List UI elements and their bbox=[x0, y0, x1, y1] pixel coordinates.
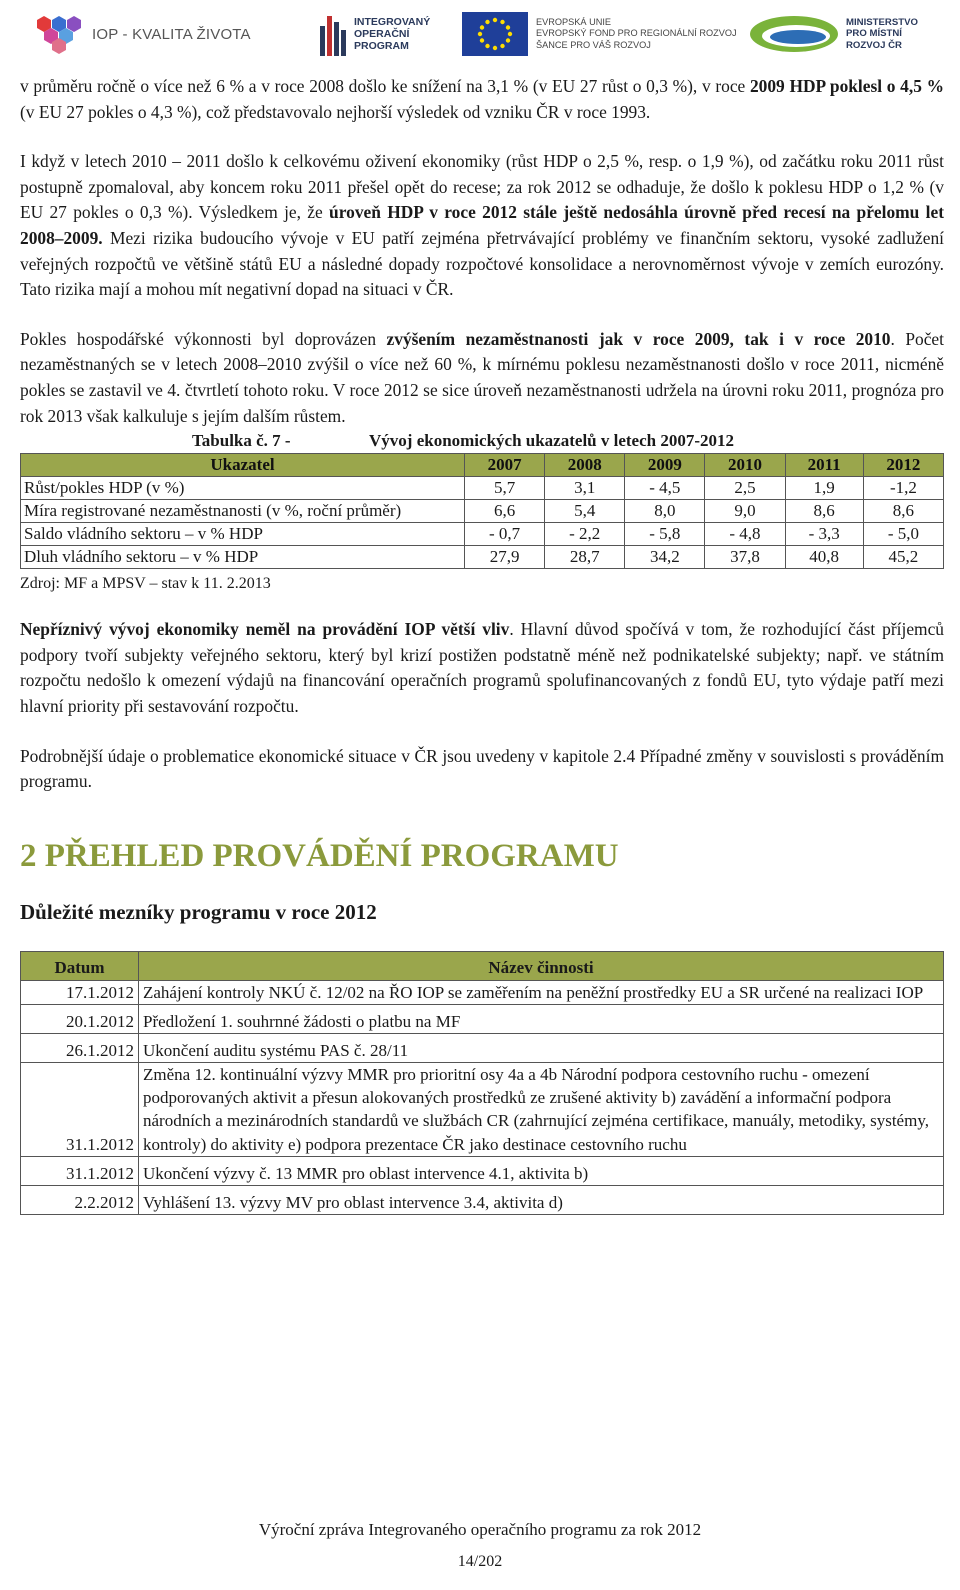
iop-hexagons-icon bbox=[34, 14, 84, 54]
table-row: 2.2.2012 Vyhlášení 13. výzvy MV pro oblast intervence 3.4, aktivita d) bbox=[21, 1185, 944, 1214]
io-bars-icon bbox=[320, 12, 348, 56]
table-row: 20.1.2012 Předložení 1. souhrnné žádosti o platbu na MF bbox=[21, 1004, 944, 1033]
table-row: Saldo vládního sektoru – v % HDP - 0,7 - 2,2 - 5,8 - 4,8 - 3,3 - 5,0 bbox=[21, 523, 944, 546]
table-row: 31.1.2012 Změna 12. kontinuální výzvy MMR pro prioritní osy 4a a 4b Národní podpora cestovního ruchu - omezení podporovaných aktivit a přesun alokovaných prostředků ze zrušené aktivity b) zavádění a informační podpora národních a mezinárodních standardů ve službách CR (zahrnující zejména certifikace, manuály, metodiky, systémy, kontroly) do aktivity e) podpora prezentace ČR jako destinace cestovního ruchu bbox=[21, 1062, 944, 1156]
mmr-swoosh-icon bbox=[748, 12, 840, 56]
table-row: 17.1.2012 Zahájení kontroly NKÚ č. 12/02 na ŘO IOP se zaměřením na peněžní prostředky EU a SR určené na realizaci IOP bbox=[21, 980, 944, 1004]
table-row: Růst/pokles HDP (v %) 5,7 3,1 - 4,5 2,5 1,9 -1,2 bbox=[21, 477, 944, 500]
eu-logo-text: EVROPSKÁ UNIE EVROPSKÝ FOND PRO REGIONÁLNÍ ROZVOJ ŠANCE PRO VÁŠ ROZVOJ bbox=[536, 16, 737, 50]
io-logo bbox=[320, 8, 430, 60]
eu-logo bbox=[462, 8, 737, 60]
subsection-heading: Důležité mezníky programu v roce 2012 bbox=[20, 899, 377, 924]
section-heading: 2 PŘEHLED PROVÁDĚNÍ PROGRAMU bbox=[20, 837, 619, 874]
table-row: Dluh vládního sektoru – v % HDP 27,9 28,7 34,2 37,8 40,8 45,2 bbox=[21, 546, 944, 569]
eu-flag-icon bbox=[462, 12, 528, 56]
paragraph-unemployment: Pokles hospodářské výkonnosti byl doprovázen zvýšením nezaměstnanosti jak v roce 2009, tak i v roce 2010. Počet nezaměstnaných se v letech 2008–2010 zvýšil o více než 60 %, k mírnému poklesu nezaměstnanosti došlo v roce 2011, nicméně pokles se zastavil ve 4. čtvrtletí tohoto roku. V roce 2012 se sice úroveň nezaměstnanosti udržela na úrovni roku 2011, prognóza pro rok 2013 však kalkuluje s jejím dalším růstem. bbox=[20, 328, 944, 426]
page-footer bbox=[0, 1518, 960, 1574]
table-row: Míra registrované nezaměstnanosti (v %, roční průměr) 6,6 5,4 8,0 9,0 8,6 8,6 bbox=[21, 500, 944, 523]
document-body bbox=[20, 74, 944, 1215]
iop-logo-text: IOP - KVALITA ŽIVOTA bbox=[92, 25, 251, 43]
iop-logo bbox=[34, 8, 251, 60]
mmr-logo bbox=[748, 8, 918, 60]
paragraph-reference: Podrobnější údaje o problematice ekonomické situace v ČR jsou uvedeny v kapitole 2.4 Případné změny v souvislosti s prováděním programu. bbox=[20, 745, 944, 792]
table-row: 31.1.2012 Ukončení výzvy č. 13 MMR pro oblast intervence 4.1, aktivita b) bbox=[21, 1156, 944, 1185]
paragraph-iop-impact: Nepříznivý vývoj ekonomiky neměl na provádění IOP větší vliv. Hlavní důvod spočívá v tom, že rozhodující část příjemců podpory tvoří subjekty veřejného sektoru, který byl krizí postižen podstatně méně než podnikatelské subjekty; např. ve státním rozpočtu nedošlo k omezení výdajů na financování operačních programů spolufinancovaných z fondů EU, tyto výdaje patří mezi hlavní priority při sestavování rozpočtu. bbox=[20, 619, 944, 716]
milestones-table bbox=[20, 951, 944, 1215]
paragraph-gdp-growth: v průměru ročně o více než 6 % a v roce 2008 došlo ke snížení na 3,1 % (v EU 27 růst o 0,3 %), v roce 2009 HDP poklesl o 4,5 % (v EU 27 pokles o 4,3 %), což představovalo nejhorší výsledek od vzniku ČR v roce 1993. bbox=[20, 76, 944, 122]
page-header bbox=[34, 8, 934, 60]
table-header-row: Datum Název činnosti bbox=[21, 951, 944, 980]
footer-title: Výroční zpráva Integrovaného operačního programu za rok 2012 bbox=[258, 1520, 702, 1539]
economic-indicators-table bbox=[20, 453, 944, 569]
table-header-row: Ukazatel 2007 2008 2009 2010 2011 2012 bbox=[21, 454, 944, 477]
page-number: 14/202 bbox=[457, 1553, 503, 1570]
table-source: Zdroj: MF a MPSV – stav k 11. 2.2013 bbox=[20, 575, 271, 593]
paragraph-recovery: I když v letech 2010 – 2011 došlo k celkovému oživení ekonomiky (růst HDP o 2,5 %, resp. o 1,9 %), od začátku roku 2011 růst postupně zpomaloval, aby koncem roku 2011 přešel opět do recese; za rok 2012 se odhaduje, že došlo k poklesu HDP o 1,2 % (v EU 27 pokles o 0,3 %). Výsledkem je, že úroveň HDP v roce 2012 stále ještě nedosáhla úrovně před recesí na přelomu let 2008–2009. Mezi rizika budoucího vývoje v EU patří zejména přetrvávající problémy ve finančním sektoru, vysoké zadlužení veřejných rozpočtů ve většině států EU a následné dopady rozpočtové konsolidace a nerovnoměrnost vývoje v zemích eurozóny. Tato rizika mají a mohou mít negativní dopad na situaci v ČR. bbox=[20, 151, 944, 300]
mmr-logo-text: MINISTERSTVO PRO MÍSTNÍ ROZVOJ ČR bbox=[846, 16, 918, 51]
table-row: 26.1.2012 Ukončení auditu systému PAS č. 28/11 bbox=[21, 1033, 944, 1062]
table-caption: Tabulka č. 7 - Vývoj ekonomických ukazatelů v letech 2007-2012 bbox=[192, 431, 735, 451]
io-logo-text: INTEGROVANÝ OPERAČNÍ PROGRAM bbox=[354, 16, 431, 52]
